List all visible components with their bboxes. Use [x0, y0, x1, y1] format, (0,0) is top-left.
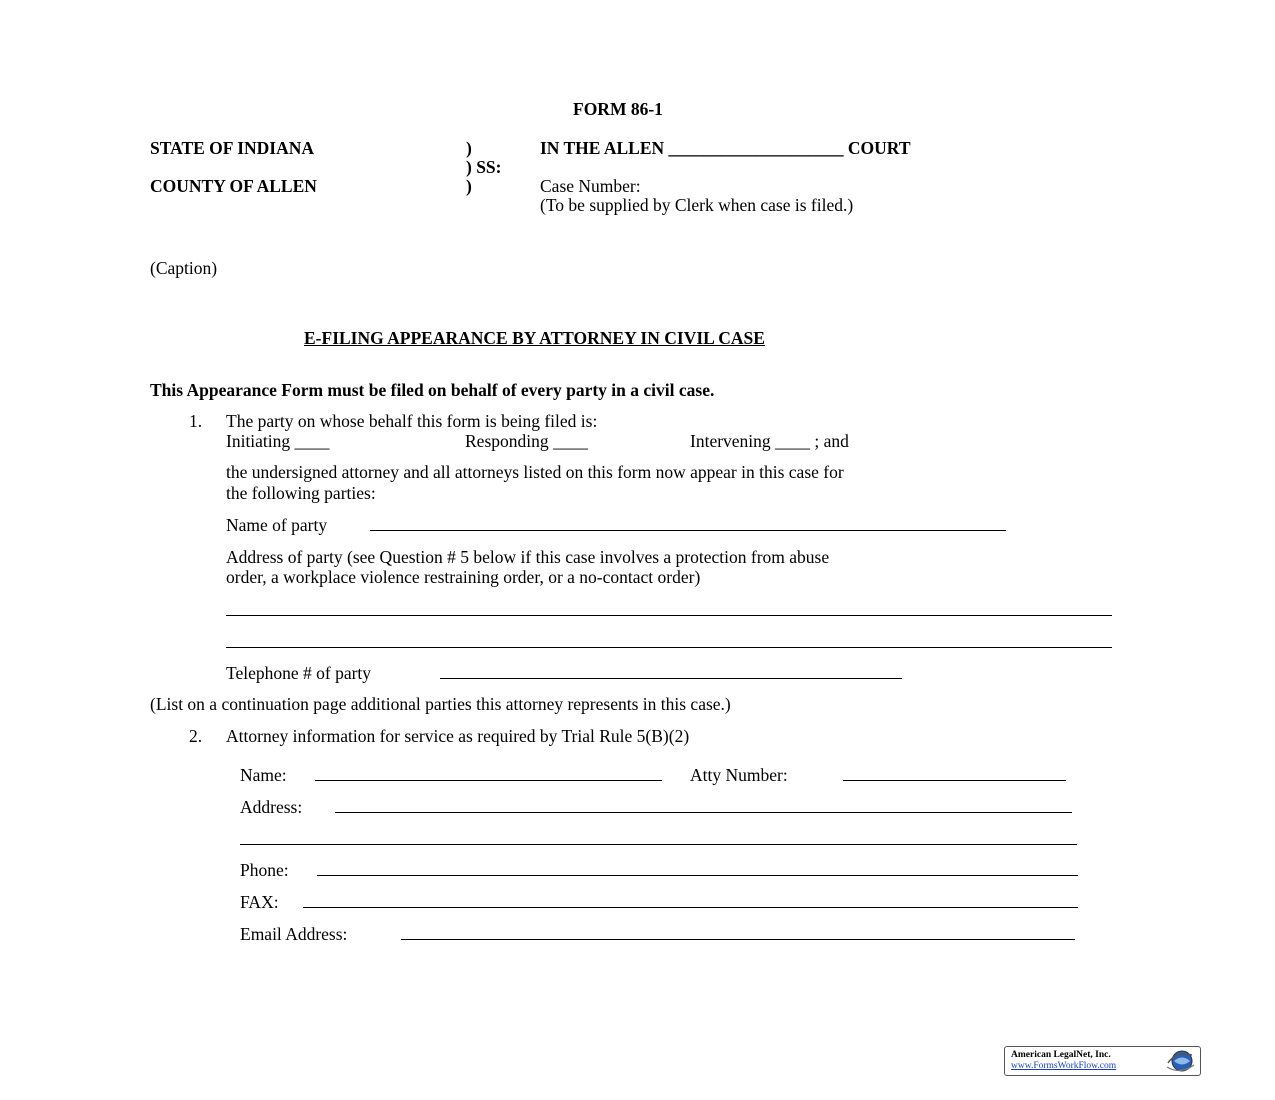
appear-text-line-2: the following parties: — [226, 483, 376, 503]
atty-number-line[interactable] — [843, 780, 1066, 781]
item-2-text: Attorney information for service as required by Trial Rule 5(B)(2) — [226, 726, 690, 746]
caption: (Caption) — [150, 258, 218, 278]
email-line[interactable] — [401, 939, 1075, 940]
attorney-name-line[interactable] — [315, 780, 662, 781]
atty-number-label: Atty Number: — [690, 765, 788, 785]
attorney-address-line-1[interactable] — [335, 812, 1072, 813]
intervening-option[interactable]: Intervening ____ ; and — [690, 431, 849, 451]
item-1-number: 1. — [189, 411, 203, 431]
phone-label: Phone: — [240, 860, 289, 880]
attorney-name-label: Name: — [240, 765, 287, 785]
item-1-text: The party on whose behalf this form is being filed is: — [226, 411, 598, 431]
email-label: Email Address: — [240, 924, 348, 944]
continuation-note: (List on a continuation page additional parties this attorney represents in this case.) — [150, 694, 731, 714]
case-number-label: Case Number: — [540, 176, 641, 196]
attorney-address-line-2[interactable] — [240, 844, 1077, 845]
american-legalnet-badge[interactable] — [1004, 1046, 1201, 1076]
court-suffix: COURT — [847, 138, 911, 158]
state-label: STATE OF INDIANA — [150, 138, 315, 158]
county-label: COUNTY OF ALLEN — [150, 176, 317, 196]
paren-1: ) — [466, 138, 472, 158]
attorney-address-label: Address: — [240, 797, 303, 817]
case-number-note: (To be supplied by Clerk when case is filed.) — [540, 195, 854, 215]
phone-line[interactable] — [317, 875, 1078, 876]
address-of-party-line-1: Address of party (see Question # 5 below if this case involves a protection from abuse — [226, 547, 830, 567]
address-of-party-line-2: order, a workplace violence restraining order, or a no-contact order) — [226, 567, 701, 587]
telephone-label: Telephone # of party — [226, 663, 372, 683]
ss-label: ) SS: — [466, 157, 502, 177]
court-heading — [540, 138, 911, 158]
fax-line[interactable] — [303, 907, 1078, 908]
appear-text-line-1: the undersigned attorney and all attorneys listed on this form now appear in this case for — [226, 462, 844, 482]
address-blank-1[interactable] — [226, 615, 1112, 616]
court-blank[interactable]: ____________________ — [668, 138, 844, 158]
badge-url[interactable]: www.FormsWorkFlow.com — [1011, 1061, 1117, 1071]
court-prefix: IN THE ALLEN — [540, 138, 665, 158]
badge-company: American LegalNet, Inc. — [1011, 1050, 1111, 1060]
globe-logo-icon — [1162, 1049, 1196, 1073]
form-number: FORM 86-1 — [573, 99, 663, 119]
fax-label: FAX: — [240, 892, 279, 912]
item-2-number: 2. — [189, 726, 203, 746]
telephone-line[interactable] — [440, 678, 902, 679]
paren-3: ) — [466, 176, 472, 196]
address-blank-2[interactable] — [226, 647, 1112, 648]
document-title: E-FILING APPEARANCE BY ATTORNEY IN CIVIL CASE — [304, 328, 765, 348]
name-of-party-label: Name of party — [226, 515, 328, 535]
name-of-party-line[interactable] — [370, 530, 1006, 531]
responding-option[interactable]: Responding ____ — [465, 431, 588, 451]
intro-statement: This Appearance Form must be filed on behalf of every party in a civil case. — [150, 380, 715, 400]
initiating-option[interactable]: Initiating ____ — [226, 431, 330, 451]
